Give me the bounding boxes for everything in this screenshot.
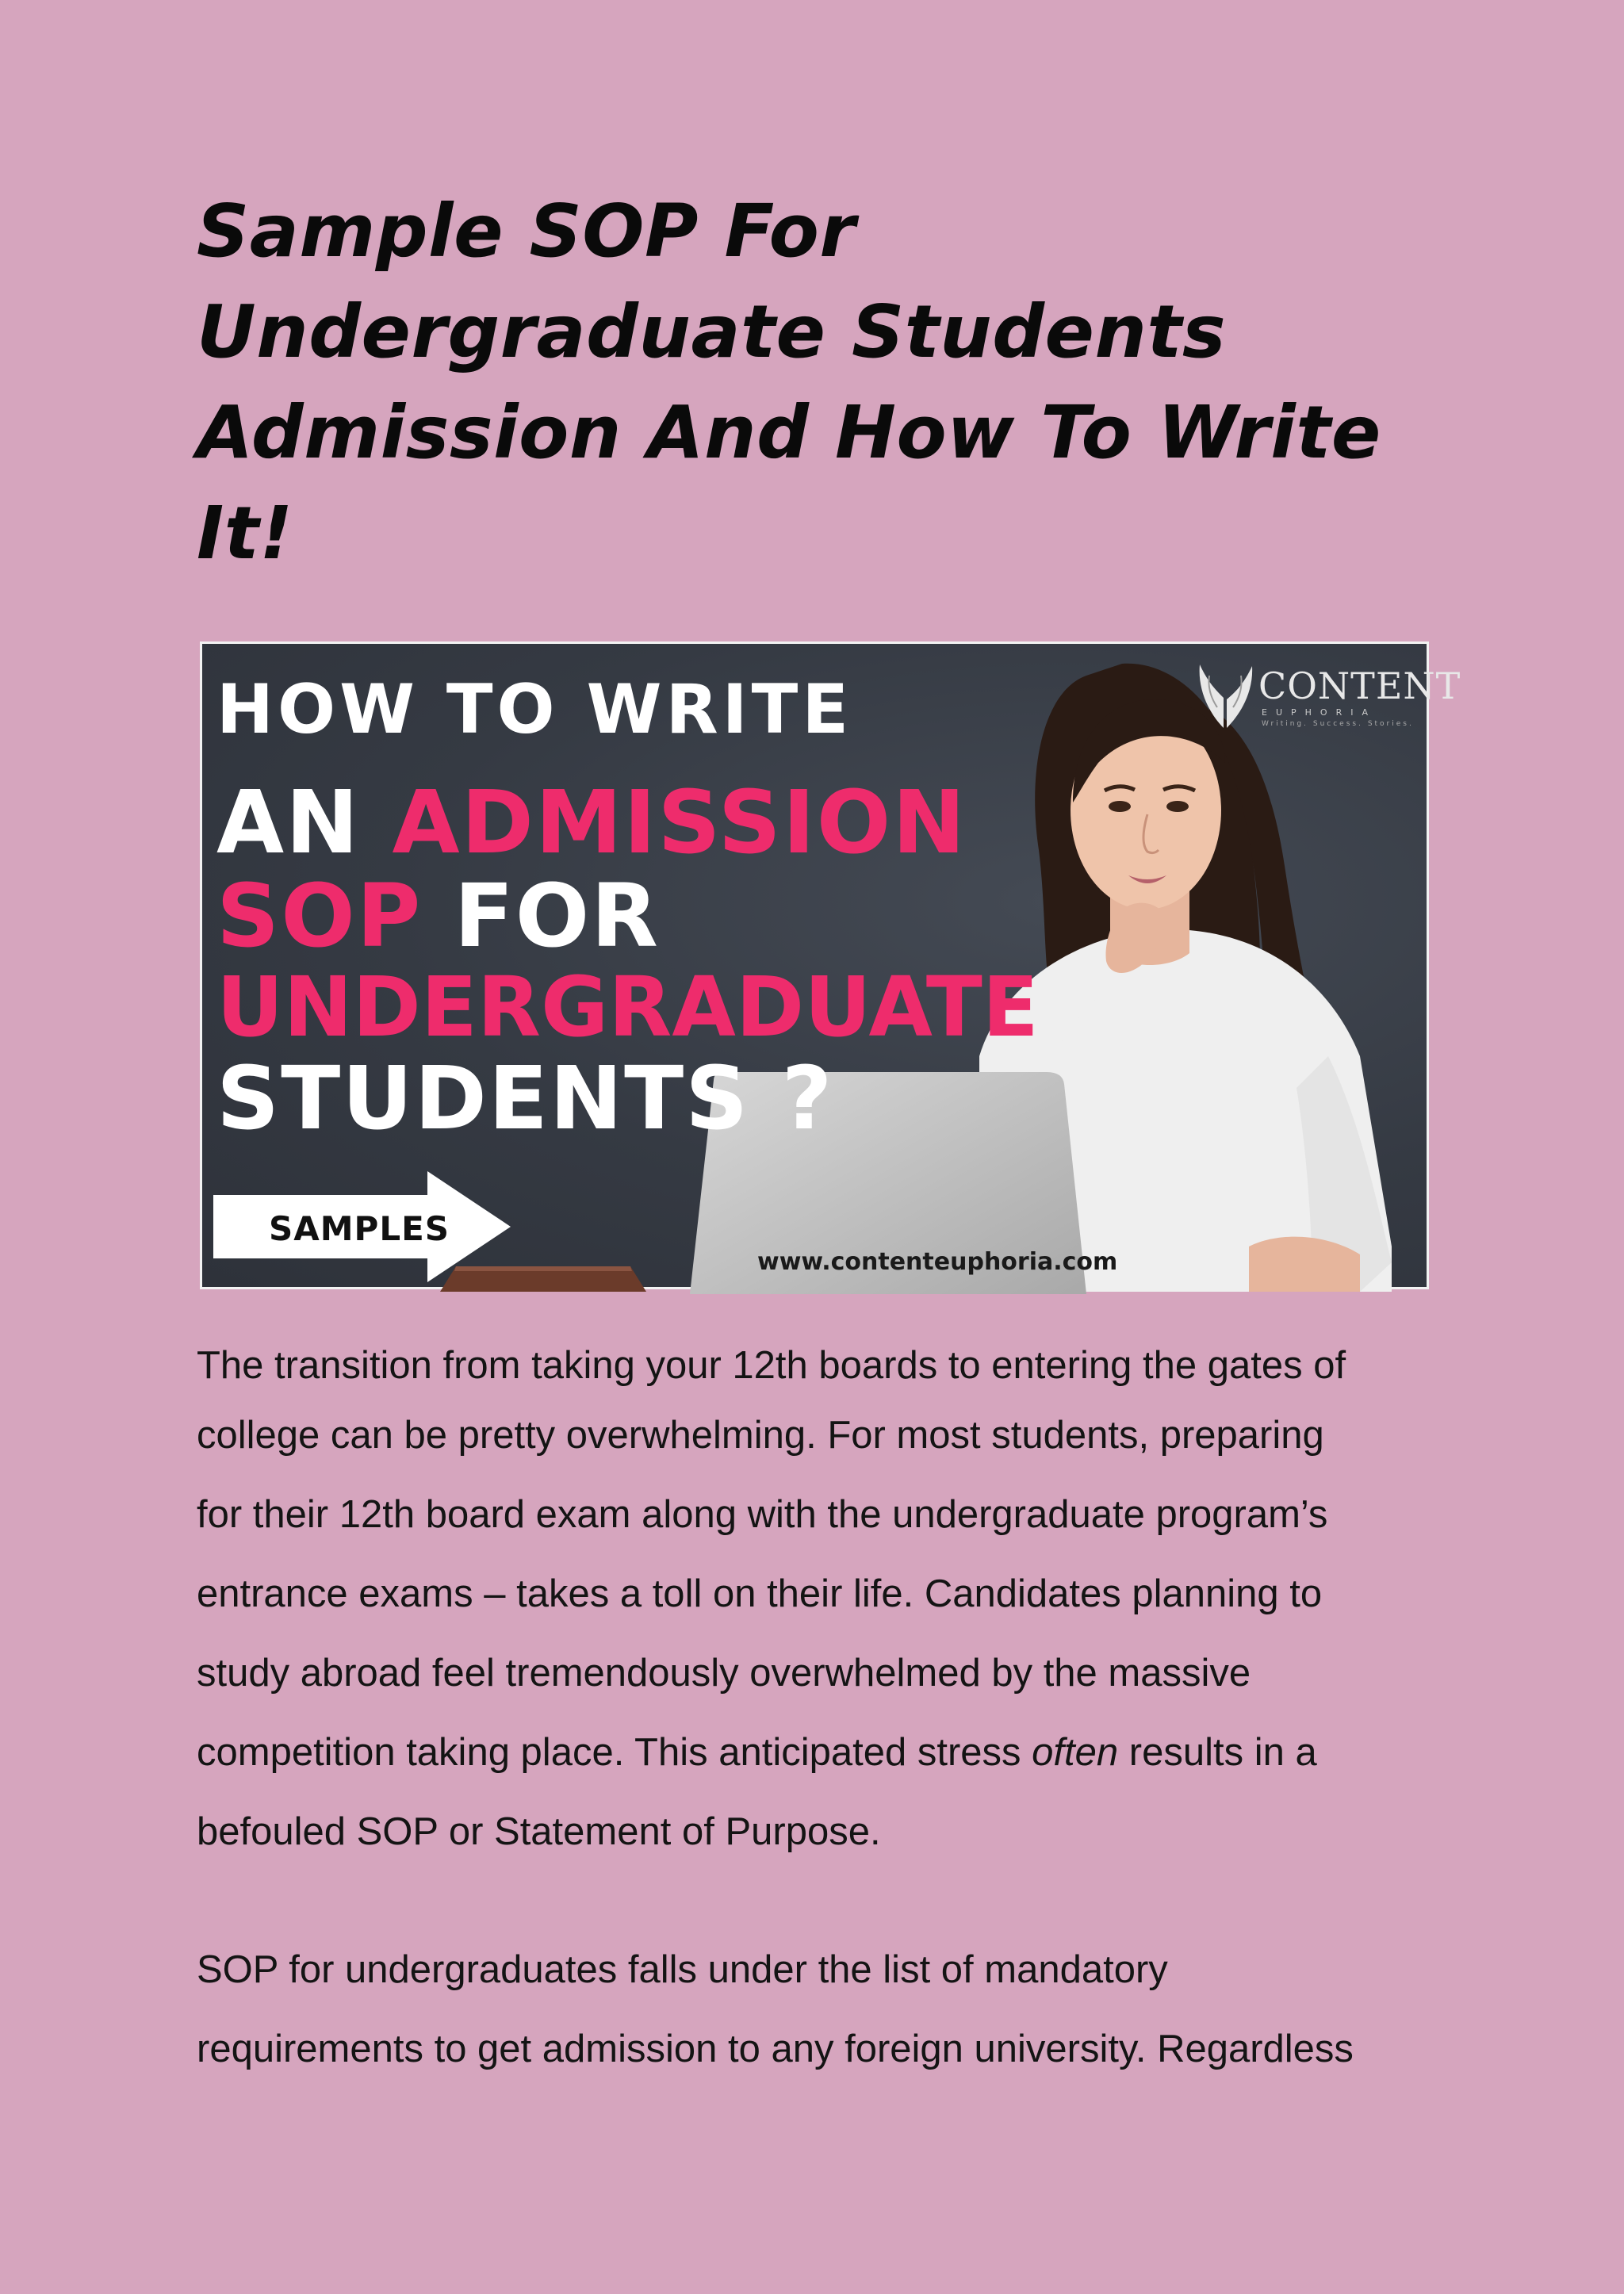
hero-headline bbox=[216, 670, 1039, 1149]
text-line bbox=[197, 1713, 1450, 1792]
title-line: It! bbox=[197, 491, 293, 576]
site-url: www.contenteuphoria.com bbox=[757, 1248, 1118, 1276]
body-paragraph-2 bbox=[197, 1930, 1450, 2089]
body-paragraph-1 bbox=[197, 1326, 1450, 1871]
hero-line-1: HOW TO WRITE bbox=[216, 670, 853, 749]
hero-line-3-a: SOP bbox=[216, 865, 423, 967]
text-segment: competition taking place. This anticipated stress bbox=[197, 1731, 1032, 1774]
title-line: Admission And How To Write bbox=[197, 390, 1381, 475]
brand-name: CONTENT bbox=[1258, 664, 1461, 707]
title-line: Undergraduate Students bbox=[197, 289, 1227, 374]
text-segment: results in a bbox=[1118, 1731, 1317, 1774]
hero-line-2-a: AN bbox=[216, 772, 393, 873]
samples-label: SAMPLES bbox=[269, 1209, 450, 1248]
wings-icon bbox=[1193, 658, 1257, 730]
brand-logo bbox=[1193, 658, 1461, 730]
article-title bbox=[197, 181, 1434, 584]
text-line: study abroad feel tremendously overwhelmed by the massive bbox=[197, 1652, 1251, 1695]
hero-line-2 bbox=[216, 772, 1039, 873]
text-line: for their 12th board exam along with the undergraduate program’s bbox=[197, 1493, 1328, 1536]
text-line: entrance exams – takes a toll on their life. Candidates planning to bbox=[197, 1572, 1323, 1615]
text-line: SOP for undergraduates falls under the list of mandatory bbox=[197, 1948, 1168, 1991]
brand-subtitle: EUPHORIA bbox=[1262, 707, 1377, 718]
text-line: befouled SOP or Statement of Purpose. bbox=[197, 1810, 881, 1853]
hero-line-2-b: ADMISSION bbox=[392, 772, 967, 873]
hero-line-4: UNDERGRADUATE bbox=[216, 959, 1039, 1055]
brand-tagline: Writing. Success. Stories. bbox=[1262, 720, 1414, 728]
samples-arrow bbox=[213, 1171, 515, 1282]
hero-image bbox=[200, 641, 1461, 1289]
text-line: The transition from taking your 12th boards to entering the gates of bbox=[197, 1344, 1346, 1387]
hero-line-3-b: FOR bbox=[422, 865, 661, 967]
text-line: requirements to get admission to any foreign university. Regardless bbox=[197, 2028, 1354, 2070]
hero-line-3 bbox=[216, 865, 1039, 967]
title-line: Sample SOP For bbox=[197, 189, 856, 274]
hero-line-5: STUDENTS ? bbox=[216, 1047, 834, 1149]
emphasis-text: often bbox=[1032, 1731, 1119, 1774]
text-line: college can be pretty overwhelming. For most students, preparing bbox=[197, 1414, 1324, 1457]
